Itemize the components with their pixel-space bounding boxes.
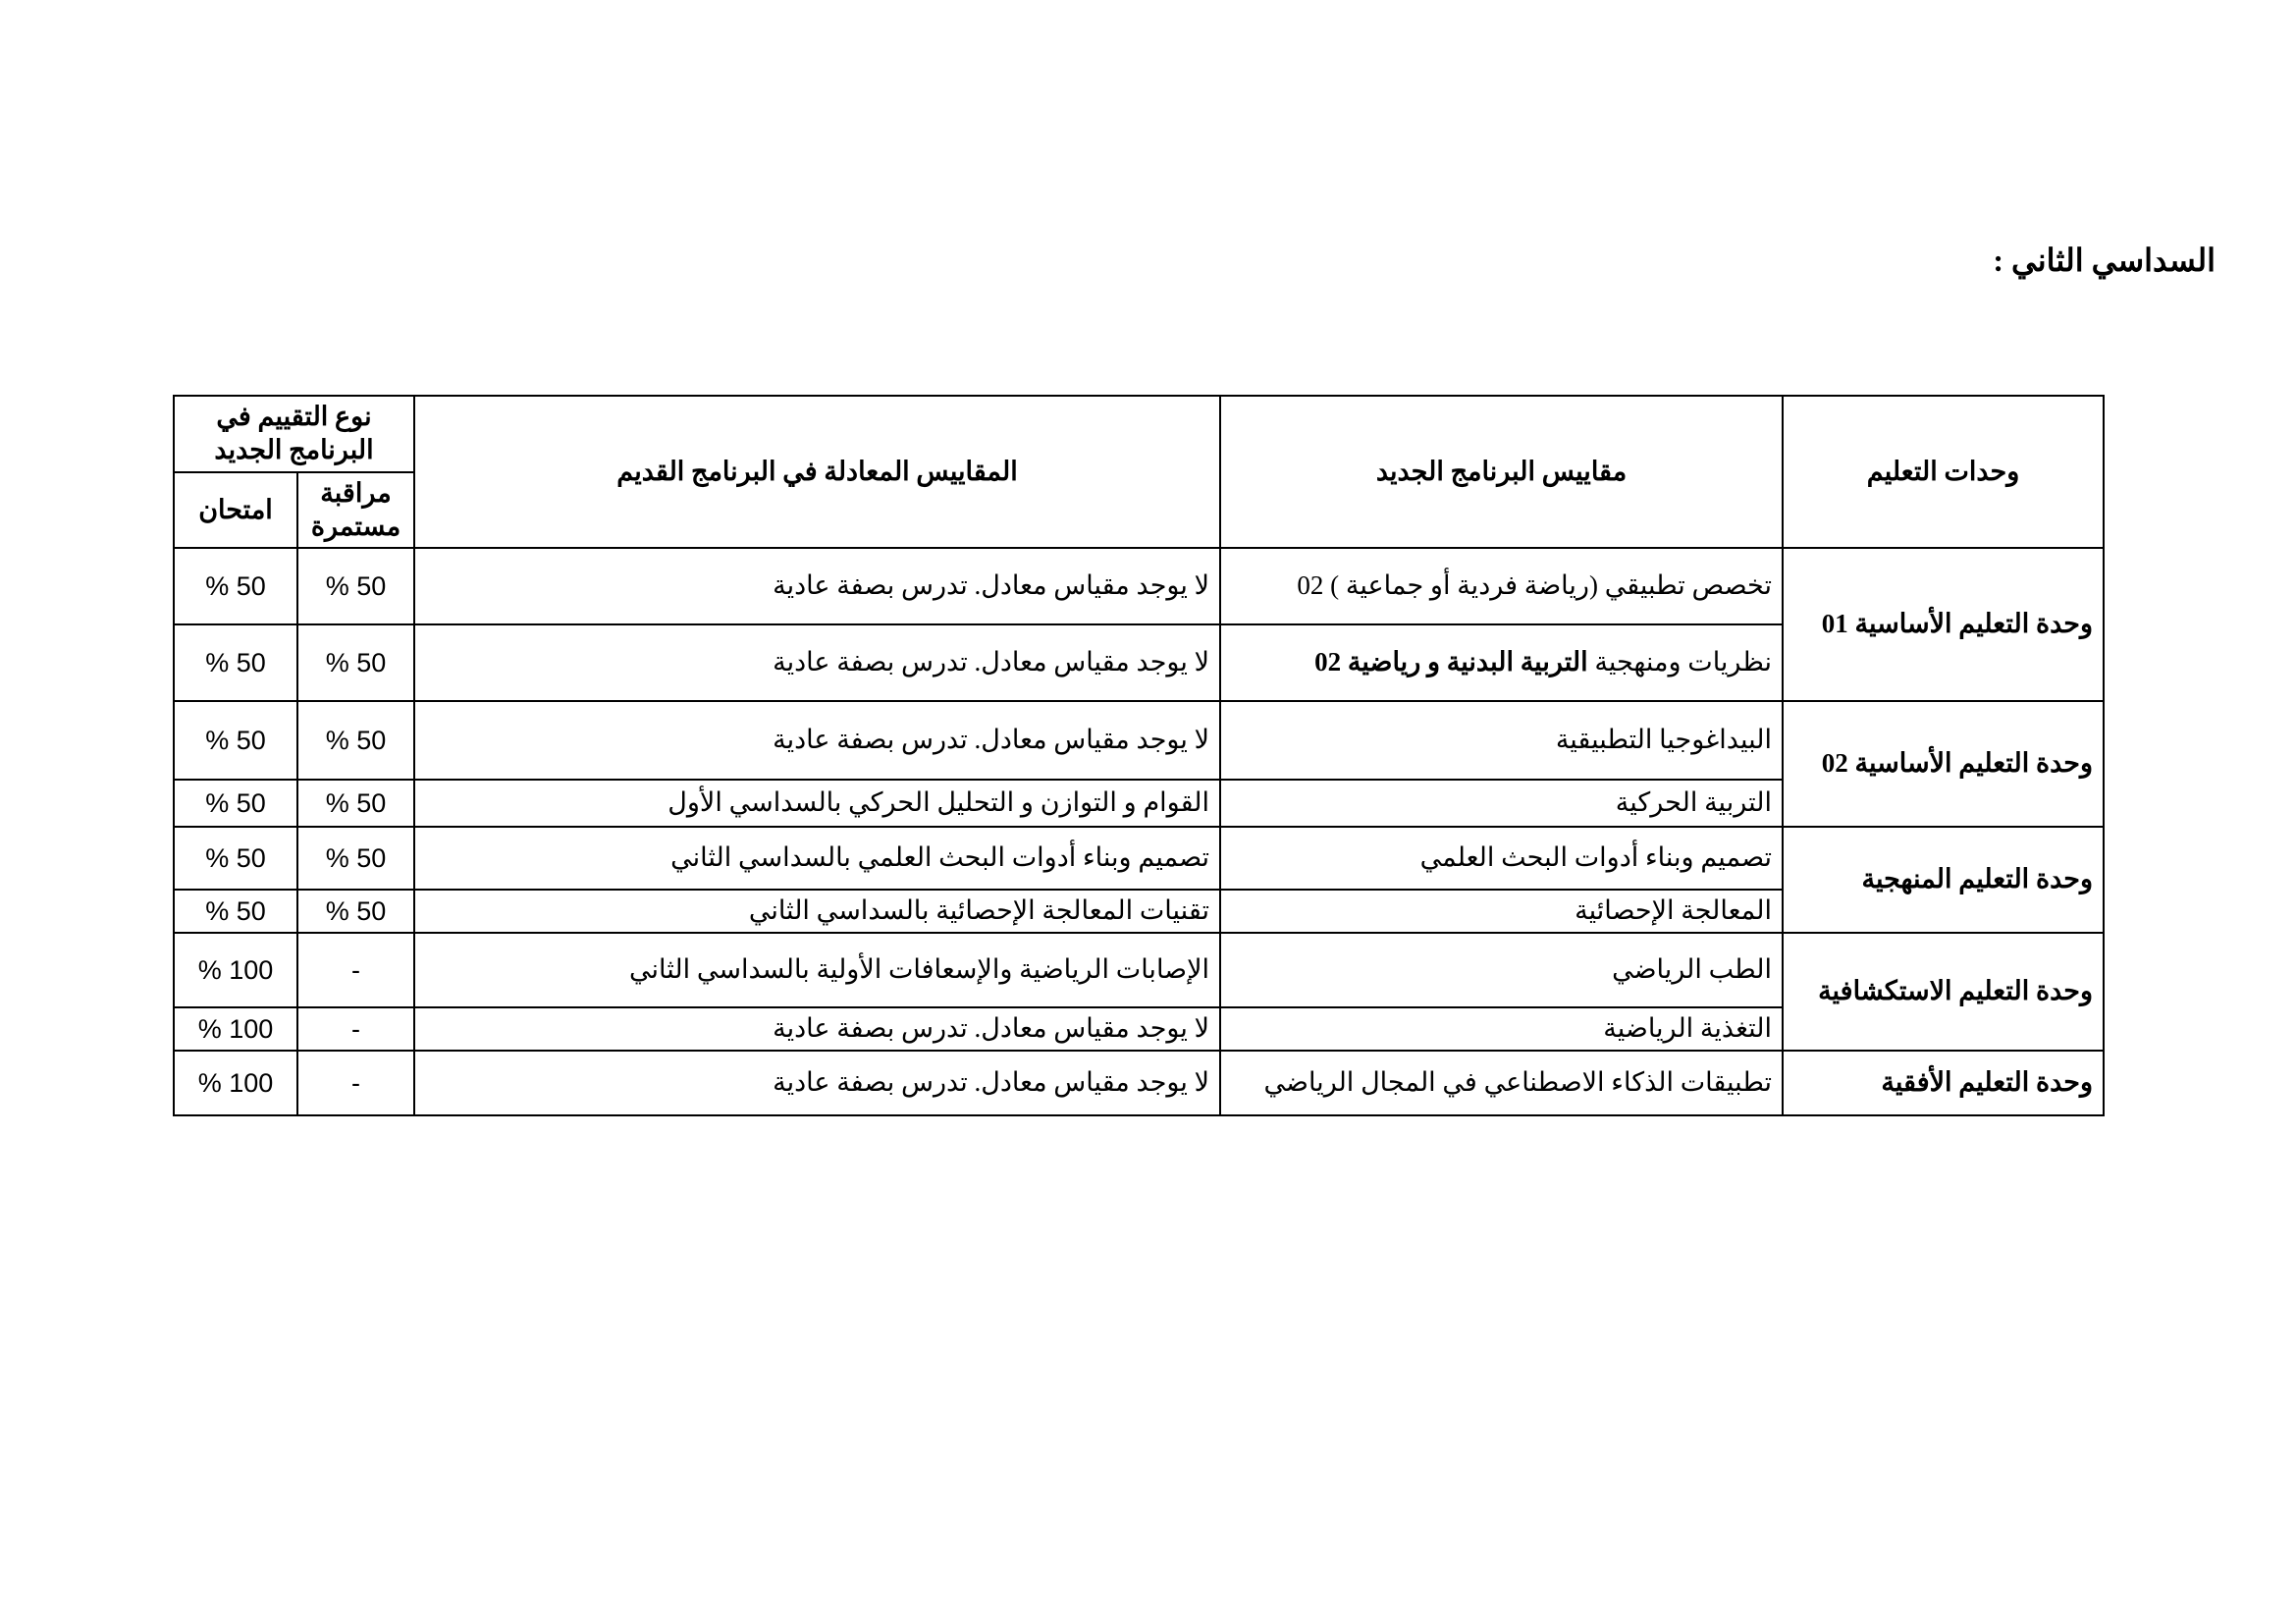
old-module-cell: لا يوجد مقياس معادل. تدرس بصفة عادية	[414, 624, 1220, 701]
continuous-cell: % 50	[297, 548, 414, 624]
old-module-cell: لا يوجد مقياس معادل. تدرس بصفة عادية	[414, 548, 1220, 624]
new-module-cell: التغذية الرياضية	[1220, 1007, 1783, 1051]
header-continuous: مراقبة مستمرة	[297, 472, 414, 548]
exam-cell: % 50	[174, 780, 297, 827]
continuous-cell: -	[297, 933, 414, 1007]
unit-cell: وحدة التعليم الأساسية 01	[1783, 548, 2104, 701]
exam-cell: % 100	[174, 933, 297, 1007]
header-evaluation-group: نوع التقييم في البرنامج الجديد	[174, 396, 414, 472]
exam-cell: % 50	[174, 548, 297, 624]
old-module-cell: القوام و التوازن و التحليل الحركي بالسداسي الأول	[414, 780, 1220, 827]
exam-cell: % 50	[174, 890, 297, 933]
continuous-cell: % 50	[297, 701, 414, 780]
unit-cell: وحدة التعليم الاستكشافية	[1783, 933, 2104, 1051]
table-row	[174, 548, 2104, 624]
new-module-cell: تخصص تطبيقي (رياضة فردية أو جماعية ) 02	[1220, 548, 1783, 624]
new-module-cell: تطبيقات الذكاء الاصطناعي في المجال الرياضي	[1220, 1051, 1783, 1115]
page-title: السداسي الثاني :	[1993, 243, 2216, 278]
new-module-cell: تصميم وبناء أدوات البحث العلمي	[1220, 827, 1783, 890]
unit-cell: وحدة التعليم الأساسية 02	[1783, 701, 2104, 827]
new-module-cell: الطب الرياضي	[1220, 933, 1783, 1007]
new-module-cell: المعالجة الإحصائية	[1220, 890, 1783, 933]
table-row	[174, 1051, 2104, 1115]
header-exam: امتحان	[174, 472, 297, 548]
old-module-cell: تقنيات المعالجة الإحصائية بالسداسي الثاني	[414, 890, 1220, 933]
header-new-modules: مقاييس البرنامج الجديد	[1220, 396, 1783, 548]
old-module-cell: لا يوجد مقياس معادل. تدرس بصفة عادية	[414, 1051, 1220, 1115]
exam-cell: % 100	[174, 1051, 297, 1115]
exam-cell: % 100	[174, 1007, 297, 1051]
table-row	[174, 933, 2104, 1007]
old-module-cell: لا يوجد مقياس معادل. تدرس بصفة عادية	[414, 701, 1220, 780]
continuous-cell: -	[297, 1007, 414, 1051]
exam-cell: % 50	[174, 624, 297, 701]
new-module-text: نظريات ومنهجية	[1587, 647, 1772, 677]
continuous-cell: % 50	[297, 890, 414, 933]
continuous-cell: % 50	[297, 780, 414, 827]
new-module-cell: التربية الحركية	[1220, 780, 1783, 827]
old-module-cell: الإصابات الرياضية والإسعافات الأولية بالسداسي الثاني	[414, 933, 1220, 1007]
new-module-text-bold: التربية البدنية و رياضية 02	[1314, 647, 1588, 677]
new-module-cell: البيداغوجيا التطبيقية	[1220, 701, 1783, 780]
unit-cell: وحدة التعليم المنهجية	[1783, 827, 2104, 933]
continuous-cell: % 50	[297, 827, 414, 890]
header-row-1	[174, 396, 2104, 472]
continuous-cell: % 50	[297, 624, 414, 701]
equivalence-table	[173, 395, 2105, 1116]
header-old-modules: المقاييس المعادلة في البرنامج القديم	[414, 396, 1220, 548]
old-module-cell: لا يوجد مقياس معادل. تدرس بصفة عادية	[414, 1007, 1220, 1051]
header-units: وحدات التعليم	[1783, 396, 2104, 548]
unit-cell: وحدة التعليم الأفقية	[1783, 1051, 2104, 1115]
exam-cell: % 50	[174, 827, 297, 890]
table-row	[174, 701, 2104, 780]
new-module-cell	[1220, 624, 1783, 701]
continuous-cell: -	[297, 1051, 414, 1115]
exam-cell: % 50	[174, 701, 297, 780]
old-module-cell: تصميم وبناء أدوات البحث العلمي بالسداسي الثاني	[414, 827, 1220, 890]
table-row	[174, 827, 2104, 890]
